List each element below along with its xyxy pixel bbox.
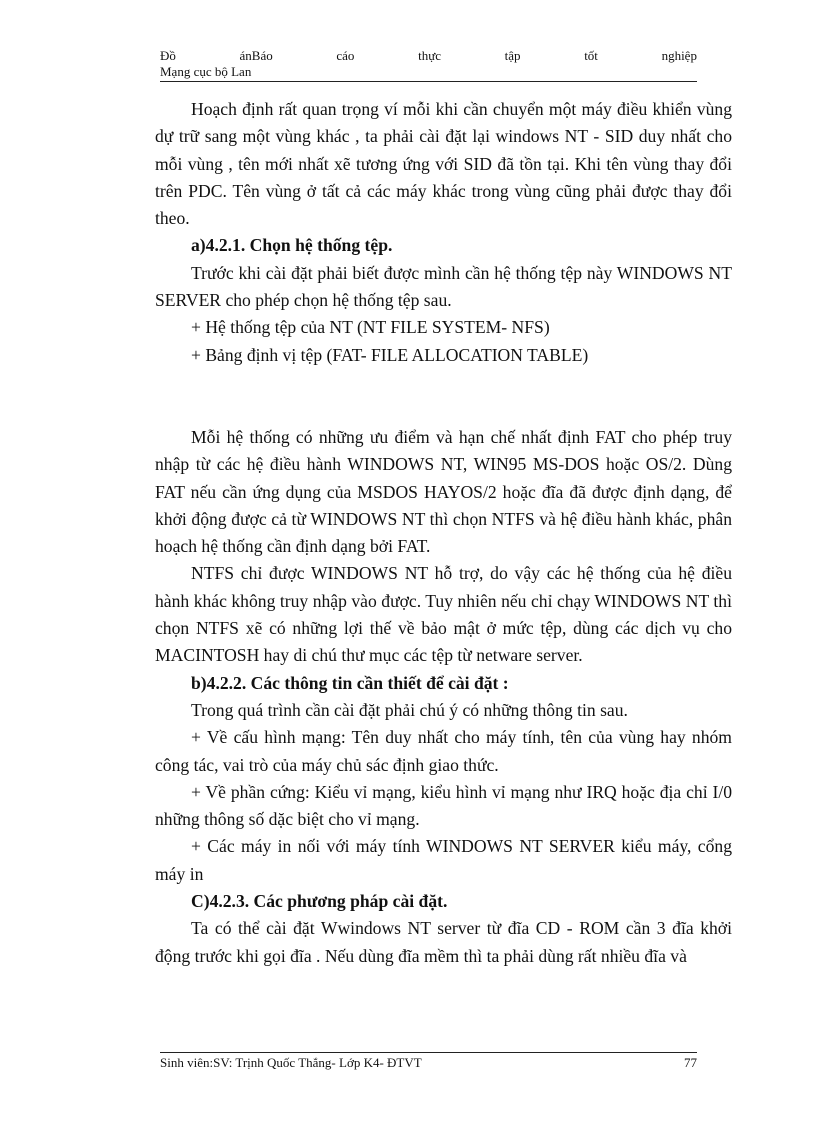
section-heading: a)4.2.1. Chọn hệ thống tệp. xyxy=(191,235,393,256)
header-title xyxy=(160,48,697,64)
paragraph: Ta có thể cài đặt Wwindows NT server từ đĩa CD - ROM cần 3 đĩa khởi động trước khi gọi đĩa . Nếu dùng đĩa mềm thì ta phải dùng rất nhiều đĩa và xyxy=(155,918,732,966)
list-item: + Các máy in nối với máy tính WINDOWS NT SERVER kiểu máy, cổng máy in xyxy=(155,836,732,884)
paragraph: Hoạch định rất quan trọng ví mỗi khi cần chuyển một máy điều khiển vùng dự trữ sang một vùng khác , ta phải cài đặt lại windows NT - SID duy nhất cho mỗi vùng , tên mới nhất xẽ tương ứng với SID đã tồn tại. Khi tên vùng thay đổi trên PDC. Tên vùng ở tất cả các máy khác trong vùng cũng phải được thay đổi theo. xyxy=(155,99,732,229)
footer-divider xyxy=(160,1052,697,1053)
header-word: thực xyxy=(418,48,442,63)
header-word: tốt xyxy=(584,48,598,63)
paragraph: Trước khi cài đặt phải biết được mình cần hệ thống tệp này WINDOWS NT SERVER cho phép chọn hệ thống tệp sau. xyxy=(155,262,732,311)
list-item: + Hệ thống tệp của NT (NT FILE SYSTEM- NFS) xyxy=(191,317,550,338)
header-word: Đồ xyxy=(160,48,176,63)
header-divider xyxy=(160,81,697,82)
section-heading: b)4.2.2. Các thông tin cần thiết để cài đặt : xyxy=(191,672,509,693)
page-footer xyxy=(160,1055,697,1071)
paragraph: Mỗi hệ thống có những ưu điểm và hạn chế nhất định FAT cho phép truy nhập từ các hệ điều hành WINDOWS NT, WIN95 MS-DOS hoặc OS/2. Dùng FAT nếu cần ứng dụng của MSDOS HAYOS/2 hoặc đĩa đã được định dạng, để khởi động được cả từ WINDOWS NT thì chọn NTFS và hệ điều hành khác, phân hoạch hệ thống cần định dạng bởi FAT. xyxy=(155,426,732,557)
blank-space xyxy=(155,369,732,424)
header-word: ánBáo xyxy=(239,48,273,63)
header-word: nghiệp xyxy=(661,48,697,63)
list-item: + Về cấu hình mạng: Tên duy nhất cho máy tính, tên của vùng hay nhóm công tác, vai trò của máy chủ sác định giao thức. xyxy=(155,727,732,775)
footer-author: Sinh viên:SV: Trịnh Quốc Thắng- Lớp K4- ĐTVT xyxy=(160,1055,422,1070)
page-header xyxy=(160,48,697,80)
document-body xyxy=(155,96,732,970)
list-item: + Về phần cứng: Kiểu vỉ mạng, kiểu hình vỉ mạng như IRQ hoặc địa chỉ I/0 những thông số dặc biệt cho vỉ mạng. xyxy=(155,781,732,830)
list-item: + Bảng định vị tệp (FAT- FILE ALLOCATION TABLE) xyxy=(191,344,589,365)
paragraph: Trong quá trình cần cài đặt phải chú ý có những thông tin sau. xyxy=(191,699,628,720)
page-number: 77 xyxy=(684,1055,697,1070)
header-word: cáo xyxy=(336,48,355,63)
paragraph: NTFS chỉ được WINDOWS NT hỗ trợ, do vậy các hệ thống của hệ điều hành khác không truy nhập vào được. Tuy nhiên nếu chỉ chạy WINDOWS NT thì chọn NTFS xẽ có những lợi thế về bảo mật ở mức tệp, dùng các dịch vụ cho MACINTOSH hay di chú thư mục các tệp từ netware server. xyxy=(155,563,732,666)
section-heading: C)4.2.3. Các phương pháp cài đặt. xyxy=(191,891,448,912)
header-subtitle: Mạng cục bộ Lan xyxy=(160,64,252,79)
header-word: tập xyxy=(504,48,521,63)
